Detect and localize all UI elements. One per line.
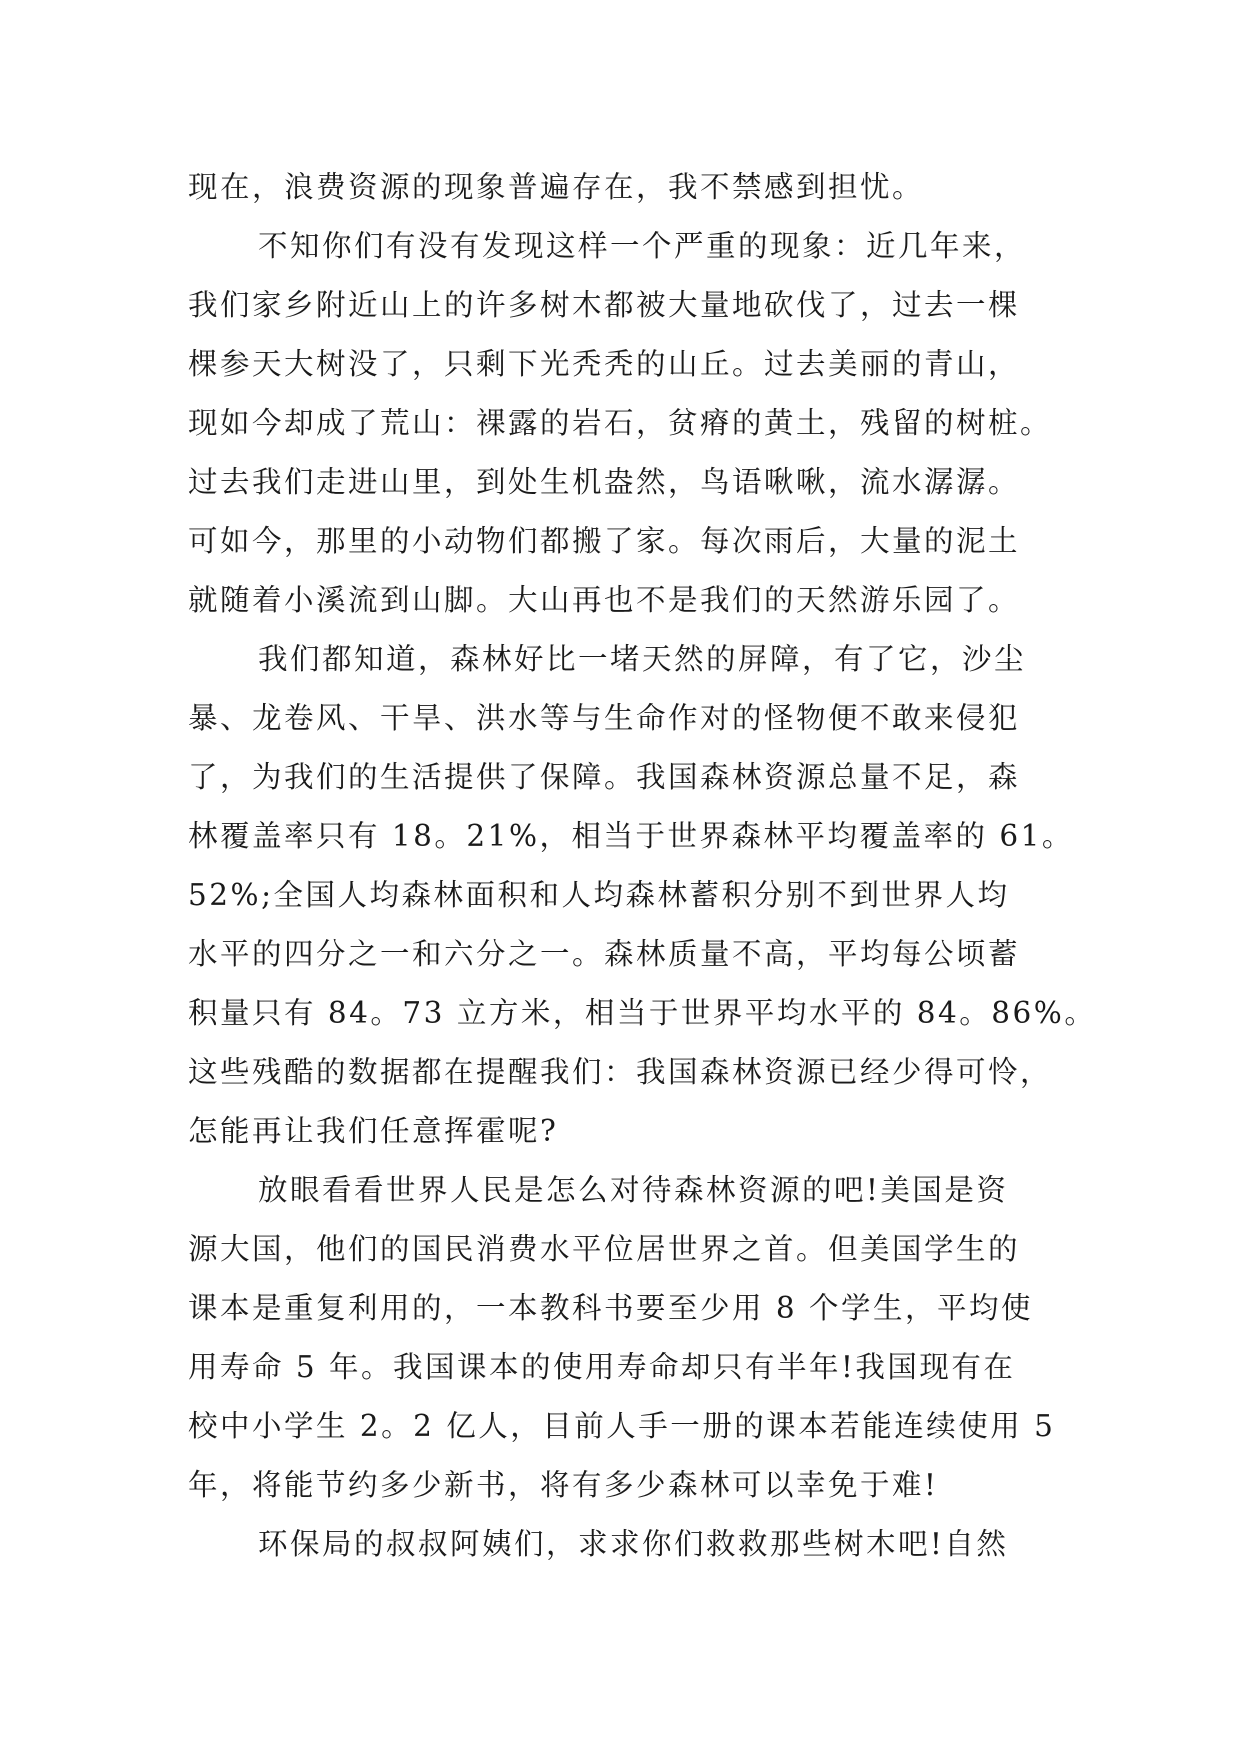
- text-line: 52%;全国人均森林面积和人均森林蓄积分别不到世界人均: [188, 878, 1010, 912]
- text-line: 我们家乡附近山上的许多树木都被大量地砍伐了，过去一棵: [188, 288, 1021, 322]
- text-line: 源大国，他们的国民消费水平位居世界之首。但美国学生的: [188, 1232, 1021, 1266]
- text-line: 了，为我们的生活提供了保障。我国森林资源总量不足，森: [188, 760, 1021, 794]
- text-line: 用寿命 5 年。我国课本的使用寿命却只有半年!我国现有在: [188, 1350, 1016, 1384]
- text-line: 现如今却成了荒山：裸露的岩石，贫瘠的黄土，残留的树桩。: [188, 406, 1053, 440]
- text-line: 就随着小溪流到山脚。大山再也不是我们的天然游乐园了。: [188, 583, 1021, 617]
- text-line: 课本是重复利用的，一本教科书要至少用 8 个学生，平均使: [188, 1291, 1034, 1325]
- text-line: 这些残酷的数据都在提醒我们：我国森林资源已经少得可怜，: [188, 1055, 1053, 1089]
- text-line: 现在，浪费资源的现象普遍存在，我不禁感到担忧。: [188, 170, 925, 204]
- text-line: 可如今，那里的小动物们都搬了家。每次雨后，大量的泥土: [188, 524, 1021, 558]
- text-line: 校中小学生 2。2 亿人，目前人手一册的课本若能连续使用 5: [188, 1409, 1056, 1443]
- body-text: [188, 158, 1097, 1574]
- text-line: 过去我们走进山里，到处生机盎然，鸟语啾啾，流水潺潺。: [188, 465, 1021, 499]
- text-line: 暴、龙卷风、干旱、洪水等与生命作对的怪物便不敢来侵犯: [188, 701, 1021, 735]
- text-line: 怎能再让我们任意挥霍呢?: [188, 1114, 559, 1148]
- paragraph-start-line: 不知你们有没有发现这样一个严重的现象：近几年来，: [258, 229, 1027, 263]
- paragraph-start-line: 环保局的叔叔阿姨们，求求你们救救那些树木吧!自然: [258, 1527, 1009, 1561]
- paragraph-start-line: 我们都知道，森林好比一堵天然的屏障，有了它，沙尘: [258, 642, 1027, 676]
- text-line: 棵参天大树没了，只剩下光秃秃的山丘。过去美丽的青山，: [188, 347, 1021, 381]
- paragraph-start-line: 放眼看看世界人民是怎么对待森林资源的吧!美国是资: [258, 1173, 1009, 1207]
- text-line: 年，将能节约多少新书，将有多少森林可以幸免于难!: [188, 1468, 939, 1502]
- text-line: 积量只有 84。73 立方米，相当于世界平均水平的 84。86%。: [188, 996, 1097, 1030]
- text-line: 林覆盖率只有 18。21%，相当于世界森林平均覆盖率的 61。: [188, 819, 1074, 853]
- text-line: 水平的四分之一和六分之一。森林质量不高，平均每公顷蓄: [188, 937, 1021, 971]
